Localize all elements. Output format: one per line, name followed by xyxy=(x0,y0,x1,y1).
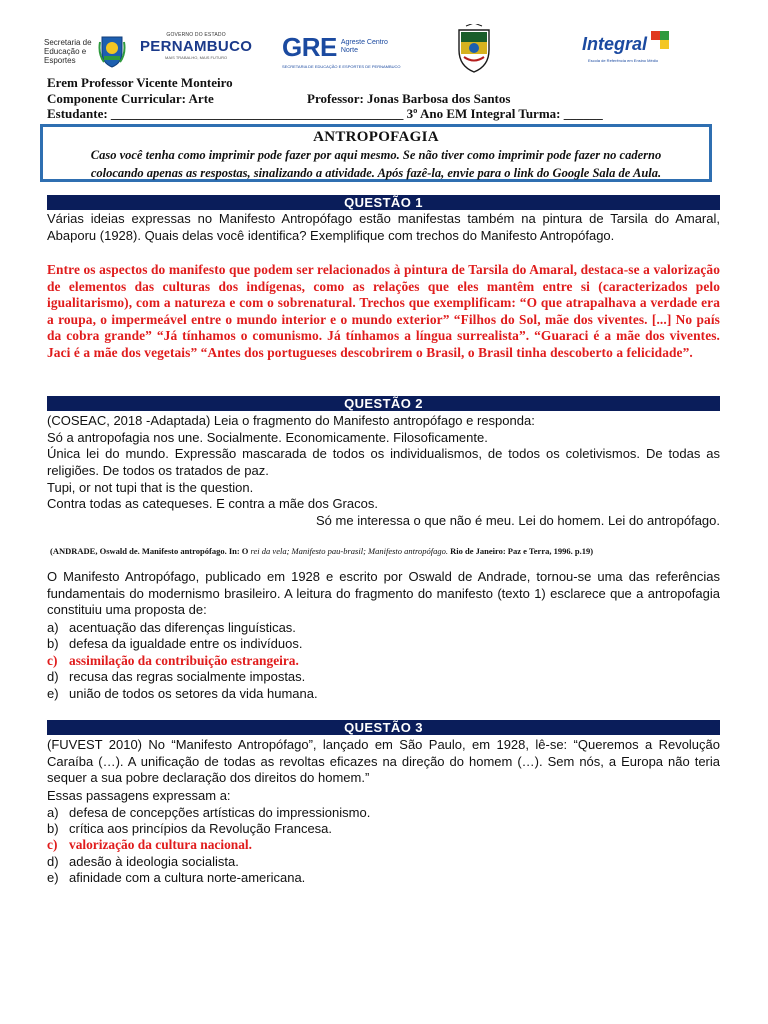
school-name: Erem Professor Vicente Monteiro xyxy=(47,75,233,90)
citation-part-2: rei da vela; Manifesto pau-brasil; Manifesto antropófago. xyxy=(250,546,448,556)
excerpt-line-5: Só me interessa o que não é meu. Lei do homem. Lei do antropófago. xyxy=(316,513,720,528)
question-1-prompt: Várias ideias expressas no Manifesto Antropófago estão manifestas também na pintura de Tarsila do Amaral, Abaporu (1928). Quais delas você identifica? Exemplifique com trechos do Manifesto Antropófago. xyxy=(47,211,720,243)
school-logo xyxy=(456,24,492,74)
question-2-header: QUESTÃO 2 xyxy=(47,396,720,411)
option-letter: c) xyxy=(47,837,58,852)
option-text: crítica aos princípios da Revolução Francesa. xyxy=(69,821,333,836)
pernambuco-logo xyxy=(140,32,252,60)
gre-name: GRE xyxy=(282,32,337,62)
pe-name: PERNAMBUCO xyxy=(140,38,253,55)
excerpt-line-3: Tupi, or not tupi that is the question. xyxy=(47,480,254,495)
q2-option-a[interactable] xyxy=(47,620,296,637)
gre-side-text: Agreste Centro Norte xyxy=(340,39,388,54)
option-letter: d) xyxy=(47,669,59,684)
secretaria-text: Secretaria de Educação e Esportes xyxy=(44,37,92,65)
state-coat-of-arms-icon xyxy=(98,34,126,68)
option-text: defesa de concepções artísticas do impressionismo. xyxy=(69,805,371,820)
integral-sub: Escola de Referência em Ensino Médio xyxy=(588,58,659,63)
citation xyxy=(50,546,593,556)
question-3-header: QUESTÃO 3 xyxy=(47,720,720,735)
instructions-line-2: colocando apenas as respostas, sinalizando a atividade. Após fazê-la, envie para o link do Google Sala de Aula. xyxy=(90,166,662,180)
integral-mark-icon xyxy=(649,29,671,51)
citation-part-3: Rio de Janeiro: Paz e Terra, 1996. p.19) xyxy=(448,546,594,556)
question-3-text: Essas passagens expressam a: xyxy=(47,788,231,803)
question-1-header: QUESTÃO 1 xyxy=(47,195,720,210)
q2-option-d[interactable] xyxy=(47,669,305,686)
option-text: acentuação das diferenças linguísticas. xyxy=(69,620,296,635)
excerpt-line-1: Só a antropofagia nos une. Socialmente. Economicamente. Filosoficamente. xyxy=(47,430,488,445)
gre-sub-text: SECRETARIA DE EDUCAÇÃO E ESPORTES DE PERNAMBUCO xyxy=(282,64,401,69)
citation-part-1: (ANDRADE, Oswald de. Manifesto antropófago. In: O xyxy=(50,546,251,556)
option-text: afinidade com a cultura norte-americana. xyxy=(69,870,306,885)
option-letter: e) xyxy=(47,686,59,701)
option-letter: b) xyxy=(47,821,59,836)
option-letter: a) xyxy=(47,620,59,635)
q3-option-e[interactable] xyxy=(47,870,305,887)
question-3-intro: (FUVEST 2010) No “Manifesto Antropófago”, lançado em São Paulo, em 1928, lê-se: “Queremos a Revolução Caraíba (…). A unificação de todas as revoltas eficazes na direção do homem (…). Sem nós, a Europa não teria sequer a sua pobre declaração dos direitos do homem.” xyxy=(47,737,720,785)
option-text: recusa das regras socialmente impostas. xyxy=(69,669,306,684)
title-box xyxy=(40,124,712,182)
pe-top-text: GOVERNO DO ESTADO xyxy=(166,32,226,38)
option-text: valorização da cultura nacional. xyxy=(69,837,252,852)
gre-logo xyxy=(282,32,401,69)
q3-option-c-correct[interactable] xyxy=(47,837,252,854)
excerpt-line-2: Única lei do mundo. Expressão mascarada de todos os individualismos, de todos os coletivismos. De todas as religiões. De todos os tratados de paz. xyxy=(47,446,720,478)
instructions-line-1: Caso você tenha como imprimir pode fazer por aqui mesmo. Se não tiver como imprimir pode fazer no caderno xyxy=(90,148,662,162)
option-letter: a) xyxy=(47,805,59,820)
q2-option-c-correct[interactable] xyxy=(47,653,299,670)
page-title: ANTROPOFAGIA xyxy=(313,129,439,145)
integral-logo xyxy=(582,34,671,63)
option-text: assimilação da contribuição estrangeira. xyxy=(69,653,299,668)
integral-name: Integral xyxy=(582,34,648,54)
q2-option-b[interactable] xyxy=(47,636,302,653)
option-letter: e) xyxy=(47,870,59,885)
q3-option-b[interactable] xyxy=(47,821,332,838)
q3-option-d[interactable] xyxy=(47,854,239,871)
student-line: Estudante: _____________________________________________ 3º Ano EM Integral Turma: ______ xyxy=(47,106,603,121)
q3-option-a[interactable] xyxy=(47,805,370,822)
teacher-name: Professor: Jonas Barbosa dos Santos xyxy=(307,91,511,106)
option-letter: b) xyxy=(47,636,59,651)
option-letter: d) xyxy=(47,854,59,869)
school-crest-icon xyxy=(456,24,492,74)
question-1-answer: Entre os aspectos do manifesto que podem ser relacionados à pintura de Tarsila do Amaral, destaca-se a valorização de elementos das culturas dos indígenas, como as relações que eles mantêm entre si (caracterizados pelo igualitarismo), com a natureza e com o sobrenatural. Trechos que exemplificam: “O que atrapalhava a verdade era a roupa, o impermeável entre o mundo interior e o mundo exterior” “Filhos do Sol, mãe dos viventes. [...] No país da cobra grande” “Já tínhamos o comunismo. Já tínhamos a língua surrealista”. “Guaraci é a mãe dos viventes. Jaci é a mãe dos vegetais” “Antes dos portugueses descobrirem o Brasil, o Brasil tinha descoberto a felicidade”. xyxy=(47,262,720,360)
option-text: união de todos os setores da vida humana. xyxy=(69,686,318,701)
q2-option-e[interactable] xyxy=(47,686,318,703)
option-text: defesa da igualdade entre os indivíduos. xyxy=(69,636,303,651)
secretaria-logo xyxy=(44,34,126,68)
question-2-text: O Manifesto Antropófago, publicado em 1928 e escrito por Oswald de Andrade, tornou-se uma das referências fundamentais do modernismo brasileiro. A leitura do fragmento do manifesto (texto 1) esclarece que a antropofagia constituiu uma proposta de: xyxy=(47,569,720,617)
pe-slogan: MAIS TRABALHO, MAIS FUTURO xyxy=(165,55,228,60)
option-letter: c) xyxy=(47,653,58,668)
header-logos xyxy=(0,24,768,80)
question-2-intro: (COSEAC, 2018 -Adaptada) Leia o fragmento do Manifesto antropófago e responda: xyxy=(47,413,535,428)
excerpt-line-4: Contra todas as catequeses. E contra a mãe dos Gracos. xyxy=(47,496,378,511)
curricular-component: Componente Curricular: Arte xyxy=(47,91,214,106)
option-text: adesão à ideologia socialista. xyxy=(69,854,239,869)
